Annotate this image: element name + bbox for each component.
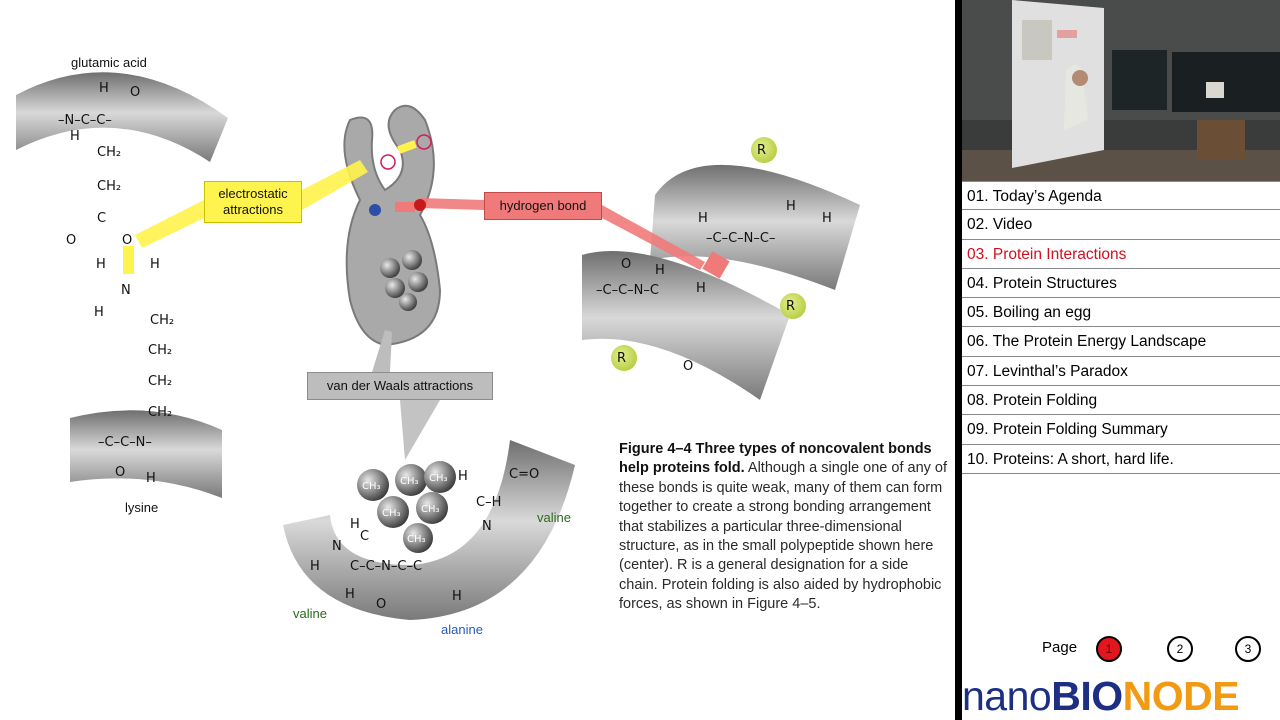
svg-text:O: O <box>115 465 126 480</box>
svg-text:CH₂: CH₂ <box>97 179 122 194</box>
svg-text:H: H <box>786 199 796 214</box>
page-1-button[interactable]: 1 <box>1096 636 1122 662</box>
svg-text:O: O <box>130 85 141 100</box>
svg-text:O: O <box>683 359 694 374</box>
svg-text:R: R <box>786 299 796 314</box>
caption-title: Figure 4–4 Three types of noncovalent bonds help proteins fold. <box>619 441 932 477</box>
svg-text:CH₂: CH₂ <box>97 145 122 160</box>
agenda-item-08[interactable]: 08. Protein Folding <box>962 386 1280 415</box>
svg-text:H: H <box>345 587 355 602</box>
svg-text:CH₃: CH₃ <box>400 476 419 487</box>
lower-right-backbone <box>582 251 790 400</box>
page-3-button[interactable]: 3 <box>1235 636 1261 662</box>
agenda-item-04[interactable]: 04. Protein Structures <box>962 269 1280 298</box>
electrostatic-attractions-callout: electrostatic attractions <box>204 181 302 223</box>
valine-left-label: valine <box>293 606 327 621</box>
glutamic-acid-backbone <box>16 72 228 162</box>
svg-text:H: H <box>822 211 832 226</box>
svg-text:CH₃: CH₃ <box>407 534 426 545</box>
agenda-item-02[interactable]: 02. Video <box>962 210 1280 239</box>
svg-text:CH₂: CH₂ <box>148 405 173 420</box>
svg-text:R: R <box>617 351 627 366</box>
svg-text:N: N <box>121 283 131 298</box>
svg-text:O: O <box>621 257 632 272</box>
svg-text:CH₃: CH₃ <box>421 504 440 515</box>
svg-text:–C–C–N–C–: –C–C–N–C– <box>706 231 776 246</box>
svg-text:CH₃: CH₃ <box>429 473 448 484</box>
svg-text:CH₂: CH₂ <box>148 343 173 358</box>
agenda-item-07[interactable]: 07. Levinthal’s Paradox <box>962 357 1280 386</box>
svg-text:C=O: C=O <box>509 467 540 482</box>
agenda-item-10[interactable]: 10. Proteins: A short, hard life. <box>962 445 1280 474</box>
svg-text:O: O <box>66 233 77 248</box>
agenda-item-03[interactable]: 03. Protein Interactions <box>962 240 1280 269</box>
svg-text:CH₂: CH₂ <box>150 313 175 328</box>
alanine-label: alanine <box>441 622 483 637</box>
svg-text:H: H <box>96 257 106 272</box>
svg-text:C: C <box>97 211 107 226</box>
svg-text:–C–C–N–C: –C–C–N–C <box>596 283 659 298</box>
svg-text:H: H <box>99 81 109 96</box>
svg-text:O: O <box>122 233 133 248</box>
hydrogen-bond-callout: hydrogen bond <box>484 192 602 220</box>
svg-text:O: O <box>376 597 387 612</box>
svg-text:C–H: C–H <box>476 495 502 510</box>
svg-text:H: H <box>458 469 468 484</box>
lecture-video-feed <box>962 0 1280 181</box>
svg-text:C–C–N–C–C: C–C–N–C–C <box>350 559 423 574</box>
svg-text:H: H <box>150 257 160 272</box>
svg-text:H: H <box>698 211 708 226</box>
valine-right-label: valine <box>537 510 571 525</box>
svg-text:–N–C–C–: –N–C–C– <box>58 113 112 128</box>
svg-text:R: R <box>757 143 767 158</box>
svg-text:N: N <box>482 519 492 534</box>
logo-part-node: NODE <box>1122 673 1240 719</box>
svg-text:N: N <box>332 539 342 554</box>
agenda-list <box>962 181 1280 474</box>
agenda-item-05[interactable]: 05. Boiling an egg <box>962 298 1280 327</box>
nanobionode-logo <box>962 672 1280 720</box>
page-navigator <box>962 630 1280 670</box>
svg-text:–C–C–N–: –C–C–N– <box>98 435 152 450</box>
svg-text:CH₃: CH₃ <box>362 481 381 492</box>
svg-text:H: H <box>70 129 80 144</box>
logo-part-bio: BIO <box>1051 673 1123 719</box>
svg-text:H: H <box>310 559 320 574</box>
svg-text:H: H <box>452 589 462 604</box>
svg-text:C: C <box>360 529 370 544</box>
panel-divider <box>955 0 962 720</box>
caption-body: Although a single one of any of these bonds is quite weak, many of them can form together to create a strong bonding arrangement that stabilizes a particular three-dimensional structure, as in the small polypeptide shown here (center). R is a general designation for a side chain. Protein folding is also aided by hydrophobic forces, as shown in Figure 4–5. <box>619 460 948 613</box>
folded-polypeptide <box>344 106 440 345</box>
van-der-waals-callout: van der Waals attractions <box>307 372 493 400</box>
logo-part-nano: nano <box>962 673 1052 719</box>
svg-text:H: H <box>655 263 665 278</box>
page-2-button[interactable]: 2 <box>1167 636 1193 662</box>
svg-text:H: H <box>146 471 156 486</box>
agenda-item-09[interactable]: 09. Protein Folding Summary <box>962 415 1280 444</box>
page-label: Page <box>1042 639 1078 656</box>
svg-text:CH₃: CH₃ <box>382 508 401 519</box>
svg-text:H: H <box>696 281 706 296</box>
agenda-item-06[interactable]: 06. The Protein Energy Landscape <box>962 327 1280 356</box>
svg-text:H: H <box>94 305 104 320</box>
glutamic-acid-label: glutamic acid <box>71 55 147 70</box>
svg-text:H: H <box>350 517 360 532</box>
svg-text:CH₂: CH₂ <box>148 374 173 389</box>
figure-caption <box>619 440 949 615</box>
lysine-label: lysine <box>125 500 159 515</box>
agenda-item-01[interactable]: 01. Today’s Agenda <box>962 181 1280 210</box>
